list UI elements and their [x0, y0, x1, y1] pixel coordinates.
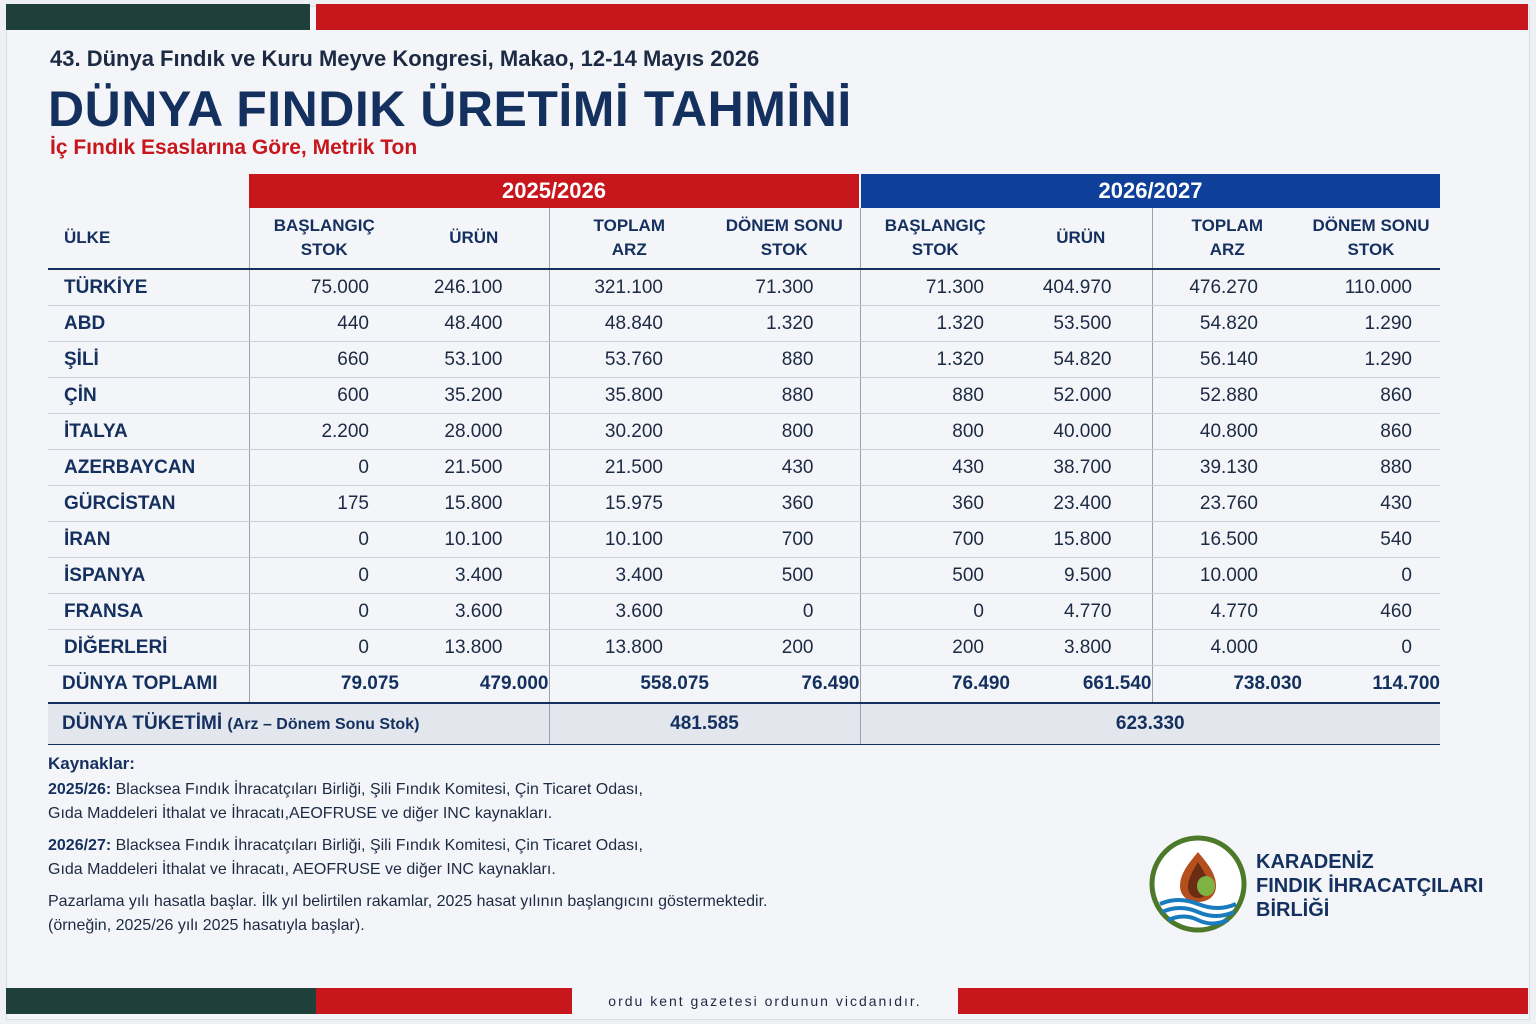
- value-cell: 880: [860, 378, 1010, 414]
- value-cell: 21.500: [549, 450, 709, 486]
- value-cell: 53.100: [399, 342, 549, 378]
- value-cell: 0: [1302, 558, 1440, 594]
- value-cell: 440: [249, 306, 399, 342]
- world-total-row: [48, 666, 1440, 704]
- country-name: İSPANYA: [48, 558, 249, 594]
- value-cell: 30.200: [549, 414, 709, 450]
- column-header: TOPLAM ARZ: [1152, 208, 1302, 269]
- value-cell: 800: [860, 414, 1010, 450]
- value-cell: 430: [709, 450, 860, 486]
- season-spacer: [48, 174, 249, 208]
- value-cell: 10.000: [1152, 558, 1302, 594]
- source-2025: 2025/26: Blacksea Fındık İhracatçıları Birliği, Şili Fındık Komitesi, Çin Ticaret Odası, Gıda Maddeleri İthalat ve İhracatı,AEOFRUSE ve diğer INC kaynakları.: [48, 781, 643, 822]
- value-cell: 880: [709, 378, 860, 414]
- table-row: [48, 522, 1440, 558]
- source-2026: 2026/27: Blacksea Fındık İhracatçıları Birliği, Şili Fındık Komitesi, Çin Ticaret Odası, Gıda Maddeleri İthalat ve İhracatı, AEOFRUSE ve diğer INC kaynakları.: [48, 837, 643, 878]
- value-cell: 860: [1302, 414, 1440, 450]
- country-name: İTALYA: [48, 414, 249, 450]
- value-cell: 9.500: [1010, 558, 1152, 594]
- value-cell: 23.400: [1010, 486, 1152, 522]
- column-header: DÖNEM SONU STOK: [1302, 208, 1440, 269]
- country-column-header: ÜLKE: [48, 208, 249, 269]
- value-cell: 35.800: [549, 378, 709, 414]
- value-cell: 40.000: [1010, 414, 1152, 450]
- value-cell: 3.400: [399, 558, 549, 594]
- value-cell: 0: [249, 630, 399, 666]
- total-cell: 661.540: [1010, 666, 1152, 704]
- country-name: ÇİN: [48, 378, 249, 414]
- page-title: DÜNYA FINDIK ÜRETİMİ TAHMİNİ: [48, 81, 852, 137]
- value-cell: 35.200: [399, 378, 549, 414]
- country-name: AZERBAYCAN: [48, 450, 249, 486]
- value-cell: 880: [1302, 450, 1440, 486]
- value-cell: 404.970: [1010, 269, 1152, 306]
- column-header: ÜRÜN: [399, 208, 549, 269]
- total-cell: 558.075: [549, 666, 709, 704]
- table-row: [48, 342, 1440, 378]
- bottom-bar-green: [6, 988, 316, 1014]
- world-consumption-label: DÜNYA TÜKETİMİ (Arz – Dönem Sonu Stok): [48, 703, 549, 745]
- value-cell: 0: [249, 558, 399, 594]
- value-cell: 4.770: [1152, 594, 1302, 630]
- value-cell: 500: [709, 558, 860, 594]
- value-cell: 3.400: [549, 558, 709, 594]
- total-cell: 76.490: [709, 666, 860, 704]
- top-bar-green: [6, 4, 310, 30]
- logo-line-3: BİRLİĞİ: [1256, 899, 1330, 921]
- country-name: ABD: [48, 306, 249, 342]
- column-header: DÖNEM SONU STOK: [709, 208, 860, 269]
- value-cell: 430: [1302, 486, 1440, 522]
- value-cell: 13.800: [399, 630, 549, 666]
- value-cell: 200: [709, 630, 860, 666]
- value-cell: 15.975: [549, 486, 709, 522]
- value-cell: 430: [860, 450, 1010, 486]
- table-row: [48, 269, 1440, 306]
- value-cell: 700: [860, 522, 1010, 558]
- value-cell: 460: [1302, 594, 1440, 630]
- value-cell: 360: [860, 486, 1010, 522]
- sources-heading: Kaynaklar:: [48, 754, 135, 773]
- value-cell: 15.800: [1010, 522, 1152, 558]
- value-cell: 0: [1302, 630, 1440, 666]
- world-total-label: DÜNYA TOPLAMI: [48, 666, 249, 704]
- table-row: [48, 306, 1440, 342]
- value-cell: 860: [1302, 378, 1440, 414]
- value-cell: 0: [860, 594, 1010, 630]
- table-row: [48, 486, 1440, 522]
- value-cell: 3.600: [399, 594, 549, 630]
- total-cell: 738.030: [1152, 666, 1302, 704]
- country-name: TÜRKİYE: [48, 269, 249, 306]
- season-2025-header: 2025/2026: [249, 174, 860, 208]
- value-cell: 4.000: [1152, 630, 1302, 666]
- value-cell: 0: [249, 450, 399, 486]
- value-cell: 15.800: [399, 486, 549, 522]
- table-row: [48, 630, 1440, 666]
- world-consumption-row: [48, 703, 1440, 745]
- total-cell: 479.000: [399, 666, 549, 704]
- value-cell: 110.000: [1302, 269, 1440, 306]
- sources-block: [48, 752, 828, 946]
- value-cell: 10.100: [399, 522, 549, 558]
- value-cell: 600: [249, 378, 399, 414]
- logo-line-1: KARADENİZ: [1256, 851, 1374, 873]
- value-cell: 39.130: [1152, 450, 1302, 486]
- value-cell: 360: [709, 486, 860, 522]
- value-cell: 75.000: [249, 269, 399, 306]
- table-row: [48, 558, 1440, 594]
- value-cell: 16.500: [1152, 522, 1302, 558]
- value-cell: 10.100: [549, 522, 709, 558]
- production-table: [48, 174, 1440, 745]
- bottom-bar-red-right: [958, 988, 1528, 1014]
- consumption-2026-value: 623.330: [860, 703, 1440, 745]
- table-row: [48, 450, 1440, 486]
- total-cell: 76.490: [860, 666, 1010, 704]
- country-name: DİĞERLERİ: [48, 630, 249, 666]
- value-cell: 0: [709, 594, 860, 630]
- value-cell: 53.760: [549, 342, 709, 378]
- top-bar-red: [316, 4, 1528, 30]
- total-cell: 114.700: [1302, 666, 1440, 704]
- consumption-2025-value: 481.585: [549, 703, 860, 745]
- value-cell: 2.200: [249, 414, 399, 450]
- value-cell: 21.500: [399, 450, 549, 486]
- marketing-year-note: Pazarlama yılı hasatla başlar. İlk yıl belirtilen rakamlar, 2025 hasat yılının başlangıcını göstermektedir. (örneğin, 2025/26 yılı 2025 hasatıyla başlar).: [48, 893, 768, 934]
- value-cell: 0: [249, 594, 399, 630]
- value-cell: 52.000: [1010, 378, 1152, 414]
- logo-text: [1256, 850, 1483, 922]
- value-cell: 13.800: [549, 630, 709, 666]
- value-cell: 71.300: [709, 269, 860, 306]
- country-name: ŞİLİ: [48, 342, 249, 378]
- value-cell: 1.320: [860, 342, 1010, 378]
- value-cell: 3.600: [549, 594, 709, 630]
- country-name: GÜRCİSTAN: [48, 486, 249, 522]
- bottom-bar-red-left: [316, 988, 572, 1014]
- value-cell: 246.100: [399, 269, 549, 306]
- value-cell: 476.270: [1152, 269, 1302, 306]
- value-cell: 1.320: [709, 306, 860, 342]
- value-cell: 800: [709, 414, 860, 450]
- season-header-row: [48, 174, 1440, 208]
- value-cell: 56.140: [1152, 342, 1302, 378]
- value-cell: 321.100: [549, 269, 709, 306]
- value-cell: 700: [709, 522, 860, 558]
- value-cell: 53.500: [1010, 306, 1152, 342]
- value-cell: 52.880: [1152, 378, 1302, 414]
- table-row: [48, 378, 1440, 414]
- column-header: BAŞLANGIÇ STOK: [249, 208, 399, 269]
- value-cell: 3.800: [1010, 630, 1152, 666]
- table-row: [48, 414, 1440, 450]
- value-cell: 4.770: [1010, 594, 1152, 630]
- value-cell: 200: [860, 630, 1010, 666]
- page-subtitle: İç Fındık Esaslarına Göre, Metrik Ton: [50, 136, 418, 159]
- column-header: BAŞLANGIÇ STOK: [860, 208, 1010, 269]
- value-cell: 1.290: [1302, 306, 1440, 342]
- value-cell: 48.400: [399, 306, 549, 342]
- value-cell: 54.820: [1152, 306, 1302, 342]
- column-header-row: [48, 208, 1440, 269]
- value-cell: 48.840: [549, 306, 709, 342]
- column-header: TOPLAM ARZ: [549, 208, 709, 269]
- value-cell: 175: [249, 486, 399, 522]
- value-cell: 540: [1302, 522, 1440, 558]
- value-cell: 23.760: [1152, 486, 1302, 522]
- value-cell: 1.290: [1302, 342, 1440, 378]
- value-cell: 28.000: [399, 414, 549, 450]
- value-cell: 660: [249, 342, 399, 378]
- value-cell: 1.320: [860, 306, 1010, 342]
- value-cell: 0: [249, 522, 399, 558]
- table-row: [48, 594, 1440, 630]
- season-2026-header: 2026/2027: [860, 174, 1440, 208]
- value-cell: 38.700: [1010, 450, 1152, 486]
- value-cell: 54.820: [1010, 342, 1152, 378]
- country-name: FRANSA: [48, 594, 249, 630]
- hazelnut-wave-logo-icon: [1148, 834, 1248, 934]
- congress-line: 43. Dünya Fındık ve Kuru Meyve Kongresi, Makao, 12-14 Mayıs 2026: [50, 46, 760, 71]
- value-cell: 40.800: [1152, 414, 1302, 450]
- value-cell: 71.300: [860, 269, 1010, 306]
- logo-line-2: FINDIK İHRACATÇILARI: [1256, 875, 1484, 897]
- footer-slogan: ordu kent gazetesi ordunun vicdanıdır.: [608, 993, 922, 1009]
- total-cell: 79.075: [249, 666, 399, 704]
- column-header: ÜRÜN: [1010, 208, 1152, 269]
- value-cell: 880: [709, 342, 860, 378]
- country-name: İRAN: [48, 522, 249, 558]
- value-cell: 500: [860, 558, 1010, 594]
